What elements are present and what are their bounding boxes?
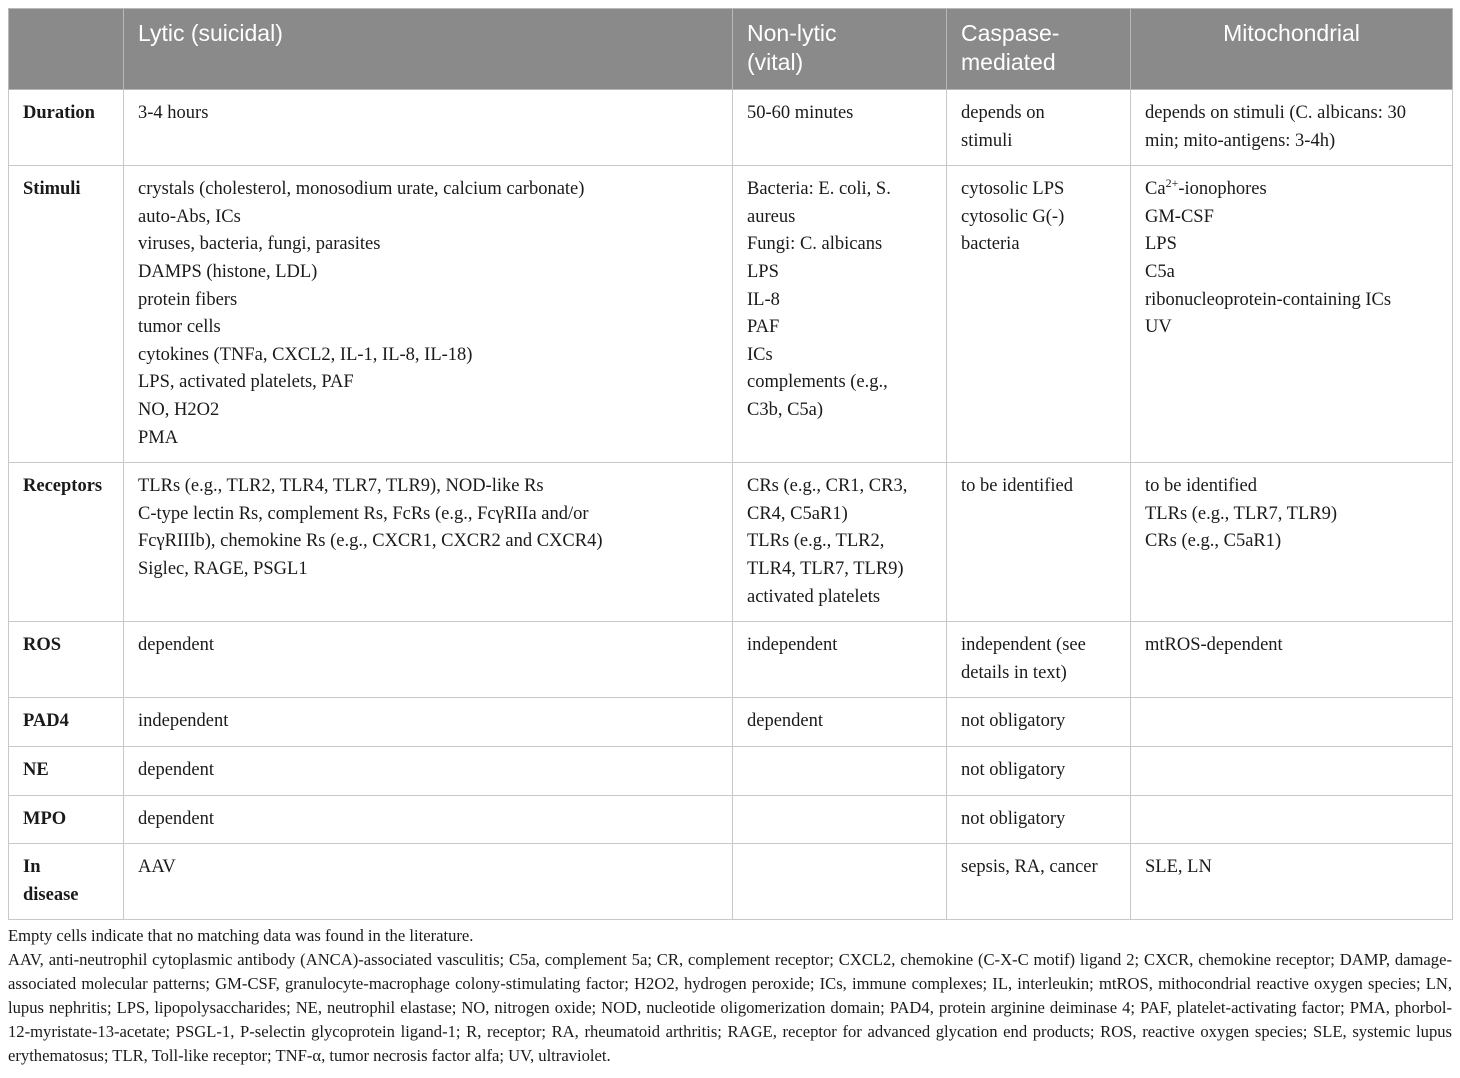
cell-text-line: dependent	[138, 808, 215, 829]
row-label-cell	[9, 166, 124, 463]
table-cell-non-lytic	[733, 90, 947, 166]
cell-text-line: cytosolic LPS	[961, 179, 1065, 200]
header-non-lytic	[733, 9, 947, 90]
cell-text-line: depends on	[961, 103, 1045, 123]
table-cell-lytic	[124, 844, 733, 920]
table-cell-caspase	[947, 844, 1131, 920]
cell-text-line: dependent	[138, 759, 215, 780]
net-types-table	[8, 8, 1453, 920]
table-cell-lytic	[124, 166, 733, 463]
header-line: (vital)	[747, 49, 804, 75]
table-cell-caspase	[947, 795, 1131, 844]
row-label: disease	[23, 884, 79, 905]
cell-text-line: LPS	[1145, 234, 1177, 255]
cell-text-line: cytokines (TNFa, CXCL2, IL-1, IL-8, IL-18)	[138, 344, 473, 365]
row-label-cell	[9, 698, 124, 747]
superscript-charge: 2+	[1165, 176, 1179, 191]
cell-text-line: DAMPS (histone, LDL)	[138, 261, 318, 282]
footnote-empty-cells: Empty cells indicate that no matching data was found in the literature.	[8, 926, 474, 945]
cell-text-line: CRs (e.g., C5aR1)	[1145, 531, 1282, 552]
cell-text-line: NO, H2O2	[138, 399, 220, 420]
row-label: Stimuli	[23, 179, 81, 200]
cell-text-line: viruses, bacteria, fungi, parasites	[138, 234, 381, 255]
cell-text-line: C5a	[1145, 261, 1175, 282]
cell-text-line: TLR4, TLR7, TLR9)	[747, 558, 904, 579]
cell-text-line: PMA	[138, 427, 179, 448]
cell-text-line: $Ca^{2+}$-ionophores	[1145, 176, 1267, 200]
cell-text-line: dependent	[138, 635, 215, 656]
cell-text-line: not obligatory	[961, 808, 1066, 829]
table-cell-mitochondrial	[1131, 795, 1453, 844]
row-label: PAD4	[23, 711, 69, 732]
cell-text-line: auto-Abs, ICs	[138, 206, 241, 227]
cell-text-line: tumor cells	[138, 317, 221, 338]
cell-text-line: CRs (e.g., CR1, CR3,	[747, 476, 908, 497]
row-label: In	[23, 857, 41, 878]
table-cell-lytic	[124, 795, 733, 844]
row-label: MPO	[23, 808, 67, 829]
cell-text-line: not obligatory	[961, 711, 1066, 732]
table-cell-mitochondrial	[1131, 463, 1453, 622]
cell-text-line: aureus	[747, 206, 796, 227]
cell-text-line: C-type lectin Rs, complement Rs, FcRs (e.g., FcγRIIa and/or	[138, 503, 589, 524]
cell-text-line: to be identified	[961, 476, 1073, 497]
table-cell-caspase	[947, 463, 1131, 622]
cell-text-line: LPS	[747, 261, 779, 282]
cell-text-line: independent	[747, 635, 838, 656]
cell-text-line: Siglec, RAGE, PSGL1	[138, 558, 308, 579]
table-cell-non-lytic	[733, 622, 947, 698]
table-cell-mitochondrial	[1131, 622, 1453, 698]
cell-text-line: bacteria	[961, 234, 1020, 255]
table-cell-non-lytic	[733, 463, 947, 622]
table-row	[9, 746, 1453, 795]
table-cell-mitochondrial	[1131, 698, 1453, 747]
cell-text-line: protein fibers	[138, 289, 238, 310]
cell-text-line: GM-CSF	[1145, 206, 1214, 227]
cell-text-line: 3-4 hours	[138, 103, 209, 123]
row-label-cell	[9, 795, 124, 844]
table-cell-non-lytic	[733, 698, 947, 747]
row-label: ROS	[23, 635, 62, 656]
cell-text-line: to be identified	[1145, 476, 1257, 497]
cell-text-line: cytosolic G(-)	[961, 206, 1065, 227]
table-header-row	[9, 9, 1453, 90]
row-label: Duration	[23, 103, 95, 123]
cell-text-line: PAF	[747, 317, 780, 338]
cell-text-line: IL-8	[747, 289, 780, 310]
table-cell-lytic	[124, 90, 733, 166]
table-cell-non-lytic	[733, 795, 947, 844]
cell-text-line: not obligatory	[961, 759, 1066, 780]
cell-text-line: LPS, activated platelets, PAF	[138, 372, 354, 393]
row-label-cell	[9, 463, 124, 622]
cell-text-line: depends on stimuli (C. albicans: 30	[1145, 103, 1407, 123]
cell-text-line: Bacteria: E. coli, S.	[747, 179, 891, 200]
table-cell-caspase	[947, 746, 1131, 795]
row-label-cell	[9, 844, 124, 920]
cell-text-line: crystals (cholesterol, monosodium urate, calcium carbonate)	[138, 179, 585, 200]
table-cell-mitochondrial	[1131, 166, 1453, 463]
table-row	[9, 622, 1453, 698]
cell-text-line: FcγRIIIb), chemokine Rs (e.g., CXCR1, CXCR2 and CXCR4)	[138, 531, 603, 552]
cell-text-line: dependent	[747, 711, 824, 732]
cell-text-line: activated platelets	[747, 586, 881, 607]
table-row	[9, 844, 1453, 920]
cell-text-line: SLE, LN	[1145, 857, 1212, 878]
net-types-table-container	[8, 8, 1452, 920]
table-cell-non-lytic	[733, 746, 947, 795]
table-cell-caspase	[947, 622, 1131, 698]
cell-text-line: min; mito-antigens: 3-4h)	[1145, 130, 1336, 151]
cell-text-line: details in text)	[961, 662, 1067, 683]
table-cell-lytic	[124, 746, 733, 795]
footnote-abbreviations: AAV, anti-neutrophil cytoplasmic antibody (ANCA)-associated vasculitis; C5a, complement 5a; CR, complement receptor; CXCL2, chemokine (C-X-C motif) ligand 2; CXCR, chemokine receptor; DAMP, damage-associated molecular patterns; GM-CSF, granulocyte-macrophage colony-stimulating factor; H2O2, hydrogen peroxide; ICs, immune complexes; IL, interleukin; mtROS, mithocondrial reactive oxygen species; LN, lupus nephritis; LPS, lipopolysaccharides; NE, neutrophil elastase; NO, nitrogen oxide; NOD, nucleotide oligomerization domain; PAD4, protein arginine deiminase 4; PAF, platelet-activating factor; PMA, phorbol-12-myristate-13-acetate; PSGL-1, P-selectin glycoprotein ligand-1; R, receptor; RA, rheumatoid arthritis; RAGE, receptor for advanced glycation end products; ROS, reactive oxygen species; SLE, systemic lupus erythematosus; TLR, Toll-like receptor; TNF-α, tumor necrosis factor alfa; UV, ultraviolet.	[8, 950, 1452, 1065]
cell-text-line: sepsis, RA, cancer	[961, 857, 1098, 878]
row-label-cell	[9, 746, 124, 795]
table-cell-mitochondrial	[1131, 844, 1453, 920]
cell-text-line: independent	[138, 711, 229, 732]
table-row	[9, 698, 1453, 747]
table-cell-lytic	[124, 698, 733, 747]
table-cell-non-lytic	[733, 844, 947, 920]
cell-text-line: TLRs (e.g., TLR2, TLR4, TLR7, TLR9), NOD-like Rs	[138, 476, 544, 497]
header-line: Caspase-	[961, 20, 1060, 46]
cell-text-line: AAV	[138, 857, 176, 878]
cell-text-line: ribonucleoprotein-containing ICs	[1145, 289, 1392, 310]
row-label: Receptors	[23, 476, 103, 497]
cell-text-line: C3b, C5a)	[747, 399, 824, 420]
table-body	[9, 90, 1453, 920]
table-row	[9, 90, 1453, 166]
cell-text-line: independent (see	[961, 635, 1086, 656]
table-row	[9, 463, 1453, 622]
table-cell-caspase	[947, 166, 1131, 463]
header-caspase	[947, 9, 1131, 90]
table-cell-lytic	[124, 463, 733, 622]
cell-text-line: TLRs (e.g., TLR2,	[747, 531, 885, 552]
cell-text-line: complements (e.g.,	[747, 372, 888, 393]
table-footnotes	[8, 924, 1452, 1068]
cell-text-line: CR4, C5aR1)	[747, 503, 848, 524]
row-label-cell	[9, 90, 124, 166]
table-cell-mitochondrial	[1131, 90, 1453, 166]
cell-text-line: Fungi: C. albicans	[747, 234, 883, 255]
header-mitochondrial: Mitochondrial	[1131, 9, 1453, 90]
header-cell-empty	[9, 9, 124, 90]
row-label: NE	[23, 759, 49, 780]
header-line: Non-lytic	[747, 20, 837, 46]
table-cell-lytic	[124, 622, 733, 698]
header-line: mediated	[961, 49, 1056, 75]
table-row	[9, 166, 1453, 463]
cell-text-line: UV	[1145, 317, 1172, 338]
row-label-cell	[9, 622, 124, 698]
cell-text-line: 50-60 minutes	[747, 103, 854, 123]
table-row	[9, 795, 1453, 844]
cell-text-line: TLRs (e.g., TLR7, TLR9)	[1145, 503, 1338, 524]
table-cell-caspase	[947, 698, 1131, 747]
table-cell-non-lytic	[733, 166, 947, 463]
cell-text-line: mtROS-dependent	[1145, 635, 1283, 656]
cell-text-line: stimuli	[961, 130, 1013, 151]
header-lytic: Lytic (suicidal)	[124, 9, 733, 90]
table-cell-caspase	[947, 90, 1131, 166]
table-cell-mitochondrial	[1131, 746, 1453, 795]
cell-text-line: ICs	[747, 344, 773, 365]
